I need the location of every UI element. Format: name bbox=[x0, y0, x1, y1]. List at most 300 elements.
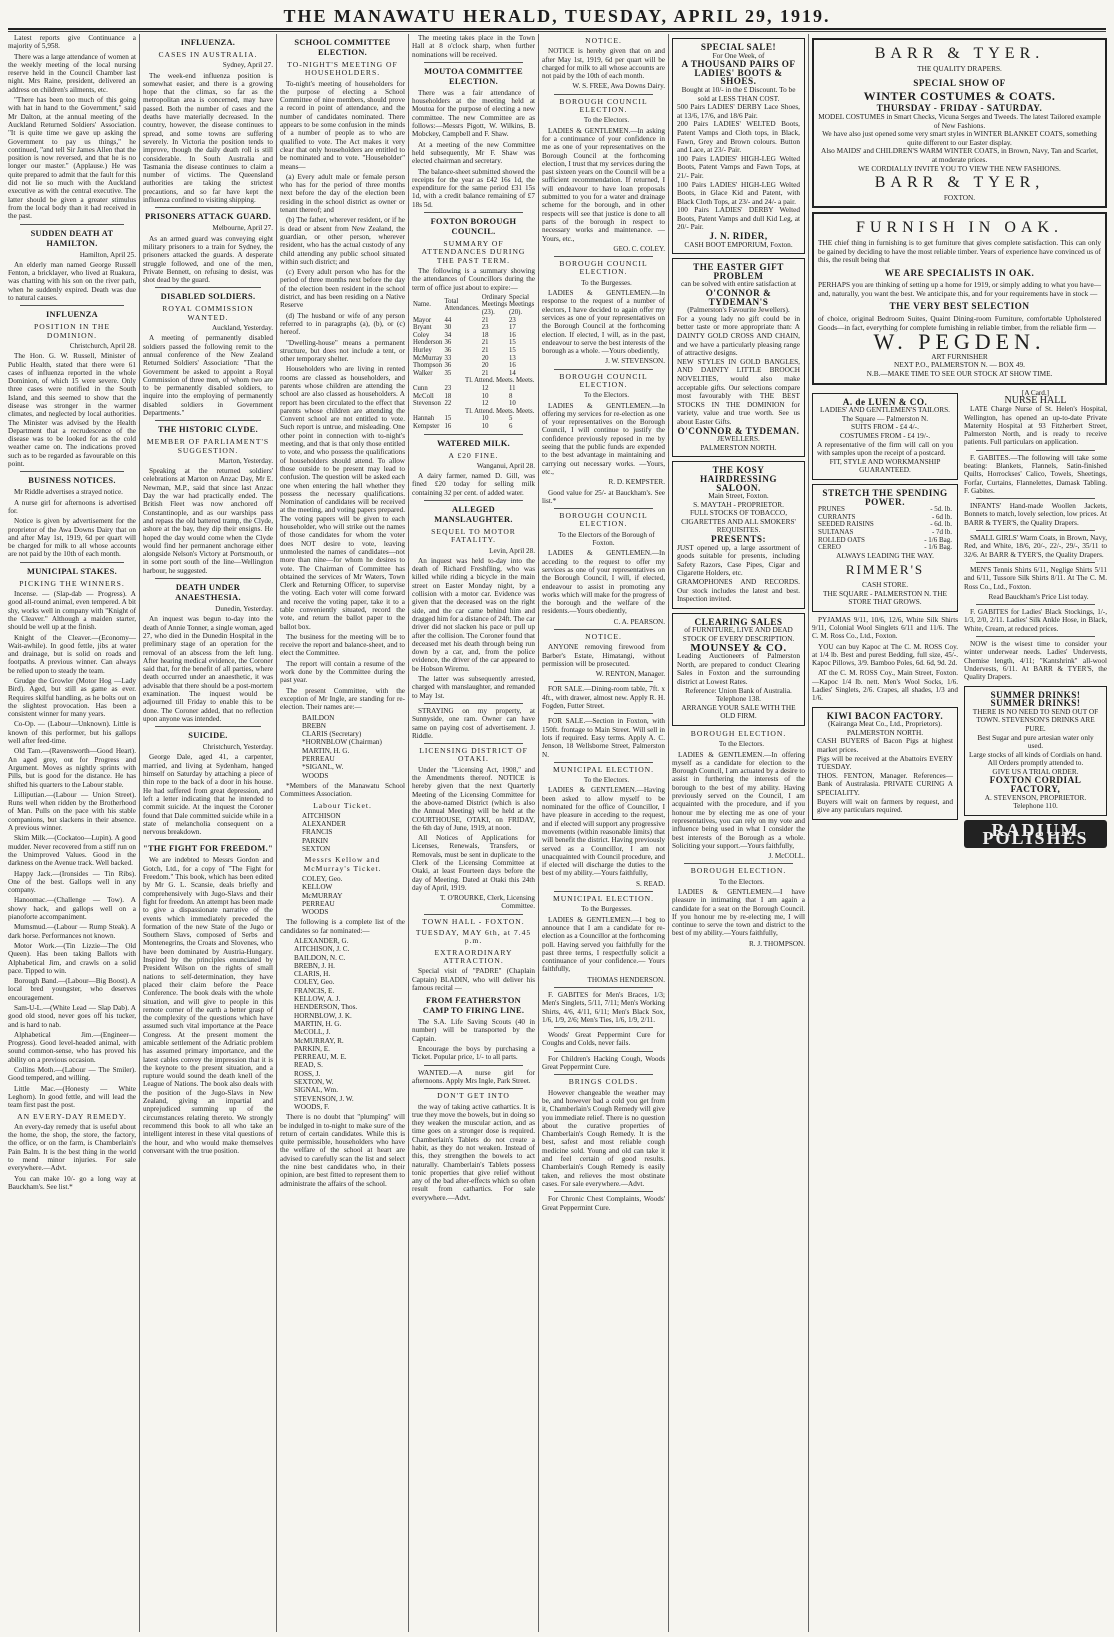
subheadline: AN EVERY-DAY REMEDY. bbox=[17, 1111, 127, 1121]
card-label: [A Card.] bbox=[1021, 388, 1050, 397]
paragraph: LATE Charge Nurse of St. Helen's Hospital, Wellington, has opened an up-to-date Private Maternity Hospital at 93 Fitzherbert Street, Palmerston North, and is ready to receive patients. Full particulars on application. bbox=[964, 405, 1107, 447]
paragraph: A nurse girl for afternoons is advertised for. bbox=[8, 498, 136, 515]
de-luen-ad bbox=[812, 393, 958, 480]
headline: INFLUENZA. bbox=[180, 38, 236, 47]
ad-title: SPECIAL SHOW OF bbox=[913, 78, 1006, 89]
table-row: Stevenson 22 12 10 bbox=[413, 400, 516, 408]
nominated-list: ALEXANDER, G. AITCHISON, J. C. BAILDON, N. C. BREBN, J. H. CLARIS, H. COLEY, Geo. FRANCIS, E. KELLOW, A. J. HENDERSON, Thos. HORNBLOW, J. K. MARTIN, H. G. McCOLL, J. McMURRAY, R. PARKIN, E. PERREAU, M. E. READ, S. ROSS, J. SEXTON, W. SIGNAL, Wm. STEVENSON, J. W. WOODS, F. bbox=[294, 936, 358, 1111]
ad-title: J. N. RIDER, bbox=[709, 231, 768, 242]
headline: SCHOOL COMMITTEE ELECTION. bbox=[294, 38, 391, 57]
ad-text: MODEL COSTUMES in Smart Checks, Vicuna Serges and Tweeds. The latest Tailored example of New Fashions. bbox=[818, 111, 1101, 130]
column-divider bbox=[408, 34, 409, 1632]
paragraph: Old Tam.—(Ravensworth—Good Heart). An aged grey, out for Progress and Argument. Moves as nightly sprints with Pills, but is good for the distance. He has shifted his quarters to the Labour stable. bbox=[8, 747, 136, 789]
price-table bbox=[817, 506, 953, 552]
ad-title: RIMMER'S bbox=[845, 562, 925, 578]
ad-text: Buyers will wait on farmers by request, and give any particulars required. bbox=[817, 796, 953, 815]
subheadline: PICKING THE WINNERS. bbox=[19, 578, 125, 588]
column-7 bbox=[812, 34, 1107, 1632]
masthead-rule bbox=[8, 28, 1106, 32]
dateline: Melbourne, April 27. bbox=[212, 224, 273, 233]
ad-text: Main Street, Foxton. bbox=[708, 491, 769, 501]
subheadline: MEMBER OF PARLIAMENT'S SUGGESTION. bbox=[146, 437, 270, 455]
headline: INFLUENZA bbox=[45, 310, 99, 320]
ad-text: PALMERSTON NORTH. bbox=[700, 442, 777, 452]
headline: PRISONERS ATTACK GUARD. bbox=[145, 212, 271, 222]
ad-text: FULL STOCKS OF TOBACCO, CIGARETTES AND ALL SMOKERS' REQUISITES. bbox=[681, 508, 796, 535]
subheadline: NOTICE. bbox=[585, 36, 622, 45]
labour-list: AITCHISON ALEXANDER FRANCIS PARKIN SEXTON bbox=[302, 811, 346, 854]
ad-title: WINTER COSTUMES & COATS. bbox=[863, 88, 1056, 103]
paragraph: FOR SALE.—Dining-room table, 7ft. x 4ft., with drawer, almost new. Apply R. H. Fogden, Futter Street. bbox=[542, 685, 665, 711]
paragraph: "There has been too much of this going with hat in hand to the Government," said Mr Dalton, at the annual meeting of the Auckland Returned Soldiers' Association. "It is quite time we gave up asking the Government to pay us things," he continued, "and tell Sir James Allen that the position is now reversed, and that he is no longer our master." (Applause.) He was quite prepared to admit that the fault for this did not lie so much with the Auckland executive as with the central executive. The latter should be given a greater stimulus from the local body than it had received in the past. bbox=[8, 96, 136, 221]
paragraph: We are indebted to Messrs Gordon and Gotch, Ltd., for a copy of "The Fight for Freedom." This book, which has been edited by Mr G. L. Scansie, deals briefly and comprehensively with Jugo-Slavs and their fight for freedom. An attempt has been made to give a dispassionate narrative of the events which immediately preceded the formation of the new State of the Jugo or Southern Slavs, composed of Serbs and Montenegrins, the Croats and Slovenes, who have been dominated by Austria-Hungary. Inspired by the principles enunciated by President Wilson on the rights of small nations to self-determination, they have placed their claim before the Peace Conference. The book deals with the whole situation, and will give to people in this remote corner of the earth a better grasp of the complexity of the questions which have assumed such vital importance at the Peace Congress. At the present moment the amicable settlement of the Adriatic problem has assumed primary importance, and the latest cables convey the impression that it is the keynote to the present situation, and a rupture would sound the death knell of the League of Nations. The book also deals with the position of the Jugo-Slavs in New Zealand, giving an impartial and unprejudiced summing up of the circumstances relating thereto. We strongly recommend this book to all who take an intelligent interest in these vital questions of the hour, and who would make themselves conversant with the true position. bbox=[143, 856, 273, 1155]
table-row: Hannah 15 10 5 bbox=[413, 415, 513, 423]
ad-title: THE EASTER GIFT PROBLEM bbox=[693, 262, 784, 281]
paragraph: Notice is given by advertisement for the proprietor of the Awa Downs Dairy that on and after May 1st, 1919, 6d per quart will be charged for milk to all whose accounts are not paid by the 10th of each month. bbox=[8, 517, 136, 559]
subheadline: LICENSING DISTRICT OF OTAKI. bbox=[419, 746, 528, 764]
ad-text: Leading Auctioneers of Palmerston North, are prepared to conduct Clearing Sales in Foxton and the surrounding district at Lowest Rates. bbox=[677, 651, 800, 686]
dateline: Wanganui, April 28. bbox=[476, 461, 535, 470]
ad-text: All Orders promptly attended to. bbox=[987, 758, 1084, 768]
barr-tyer-ad bbox=[812, 38, 1107, 208]
table-note: Tl. Attend. Meets. Meets. bbox=[465, 407, 535, 415]
paragraph: Special visit of "PADRE" (Chaplain Captain) BLADIN, who will deliver his famous recital — bbox=[412, 967, 535, 992]
salutation: To the Electors. bbox=[718, 877, 765, 886]
paragraph: LADIES & GENTLEMEN.—In offering myself as a candidate for election to the Borough Council, I am actuated by a desire to assist in furthering the interests of the borough to the best of my ability. Having previously served on the Council, I am acquainted with the procedure, and if you honour me by electing me as one of your representatives, you can rely on my vote and influence being used in what I consider the best interests of the Borough as a whole. Soliciting your support.—Yours faithfully, bbox=[672, 750, 805, 850]
headline: DEATH UNDER ANAESTHESIA. bbox=[175, 583, 241, 603]
dateline: Marton, Yesterday. bbox=[218, 456, 273, 465]
paragraph: INFANTS' Hand-made Woollen Jackets, Bonnets to match, lovely selection, low prices. At BARR & TYER'S, the Quality Drapers. bbox=[964, 502, 1107, 527]
ad-title: STRETCH THE SPENDING POWER. bbox=[822, 487, 948, 507]
table-row: Coley 34 18 16 bbox=[413, 331, 516, 339]
paragraph: Alphabetical Jim.—(Engineer—Progress). Good level-headed animal, with sound common-sense, who has proved his ability on a previous occasion. bbox=[8, 1030, 136, 1064]
ad-text: can be solved with entire satisfaction at bbox=[680, 279, 797, 289]
ad-pair bbox=[812, 389, 1107, 849]
ad-text: Also MAIDS' and CHILDREN'S WARM WINTER COATS, in Brown, Navy, Tan and Scarlet, at moderate prices. bbox=[821, 146, 1098, 164]
paragraph: Mumsmud.—(Labour — Rump Steak). A dark horse. Performances not known. bbox=[8, 923, 136, 940]
dateline: Dunedin, Yesterday. bbox=[215, 605, 273, 614]
ad-text: GIVE US A TRIAL ORDER. bbox=[992, 766, 1079, 776]
ad-text: THE SQUARE - PALMERSTON N. THE STORE THAT GROWS. bbox=[823, 588, 947, 607]
table-row: McColl 18 10 8 bbox=[413, 392, 513, 400]
ad-text: THOS. FENTON, Manager. References—Bank of Australasia. PRIVATE CURING A SPECIALITY. bbox=[817, 770, 953, 797]
paragraph: MEN'S Tennis Shirts 6/11, Neglige Shirts 5/11 and 6/11, Tussore Silk Shirts 8/11. At The C. M. Ross Co., Ltd., Foxton. bbox=[964, 565, 1107, 591]
salutation: To the Electors of the Borough of Foxton. bbox=[558, 530, 655, 548]
table-row: PRUNES - 5d. lb. bbox=[818, 505, 952, 514]
paragraph: The Hon. G. W. Russell, Minister of Public Health, stated that there were 61 cases of influenza reported in the whole Dominion, of which 15 were severe. Only three cases were notified in the South Island, and this seemed to show that the disease was stronger in the warmer climates, and neglected by local authorities. The Minister was advised by the Health Department that a recrudescence of the disease was to be looked for as the cold weather came on. The indications proved such as to be regarded as favourable on this point. bbox=[8, 352, 136, 469]
subheadline: POSITION IN THE DOMINION. bbox=[33, 322, 111, 340]
special-sale-ad bbox=[672, 38, 805, 254]
headline: FOXTON BOROUGH COUNCIL. bbox=[430, 217, 517, 237]
paragraph: A meeting of permanently disabled soldiers passed the following remit to the annual conference of the New Zealand Returned Soldiers' Association: "That the Government be asked to appoint a Royal Commission of three men, of whom two are to be permanently disabled soldiers, to inquire into the employing of permanently disabled soldiers in Government Departments." bbox=[143, 334, 273, 417]
paragraph: To-night's meeting of householders for the purpose of electing a School Committee of nine members, should prove a record in point of attendance, and the number of candidates nominated. There appears to be some confusion in the minds of a number of people as to who are qualified to vote. The Act makes it very clear that only householders are entitled to be nominated and to vote. "Householder" means— bbox=[280, 79, 405, 171]
column-1 bbox=[8, 34, 136, 1632]
paragraph: Hanoomac.—(Challenge — Tow). A showy hack, and gallops well on a pianoforte accompaniment. bbox=[8, 896, 136, 922]
subheadline: BOROUGH COUNCIL ELECTION. bbox=[559, 259, 648, 277]
ad-title: FURNISH IN OAK. bbox=[855, 219, 1063, 237]
ad-title: PRESENTS: bbox=[710, 534, 767, 545]
ad-text: S. MAYTAH - PROPRIETOR. bbox=[693, 499, 784, 509]
dateline: Levin, April 28. bbox=[489, 546, 535, 555]
paragraph: FOR SALE.—Section in Foxton, with 150ft. frontage to Main Street. Will sell in lots if required. Easy terms. Apply A. C. Jenson, 18 Wellsborne Street, Palmerston N. bbox=[542, 717, 665, 759]
ad-title: O'CONNOR & TYDEMAN'S bbox=[705, 288, 772, 307]
salutation: To the Burgesses. bbox=[581, 278, 632, 287]
paragraph: WANTED.—A nurse girl for afternoons. Apply Mrs Ingle, Park Street. bbox=[412, 1068, 535, 1085]
ad-title: THE KOSY HAIRDRESSING SALOON. bbox=[700, 465, 777, 493]
ad-text: ARRANGE YOUR SALE WITH THE OLD FIRM. bbox=[681, 702, 796, 721]
paragraph: George Dale, aged 41, a carpenter, married, and living at Sydenham, hanged himself on Saturday by attaching a piece of thin rope to the back of a door in his house. He had suffered from great depression, and left a letter indicating that he intended to commit suicide. At the inquest the Coroner found that Dale committed suicide while in a state of melancholia consequent on a nervous breakdown. bbox=[143, 753, 273, 837]
ad-text: 100 Pairs LADIES' HIGH-LEG Welted Boots, in Glace Kid and Patent, with Black Cloth Tops, at 23/- and 24/- a pair. bbox=[677, 179, 800, 206]
ad-text: Reference: Union Bank of Australia. bbox=[685, 685, 792, 695]
table-header: Total Attendances. bbox=[444, 297, 480, 313]
paragraph: *Members of the Manawatu School Committees Association. bbox=[280, 781, 405, 799]
paragraph: The business for the meeting will be to receive the report and balance-sheet, and to elect the Committee. bbox=[280, 632, 405, 658]
paragraph: (a) Every adult male or female person who has for the period of three months next before the day of the election been residing in the school district as owner or tenant thereof; and bbox=[280, 172, 405, 215]
paragraph: LADIES & GENTLEMEN.—In asking for a continuance of your confidence in me as one of your representatives on the Borough Council at the forthcoming election, I trust that my services during the past sixteen years on the Council will be a sufficient recommendation. If returned, I will endeavour to have loan proposals submitted to you for a water and drainage scheme for the borough, and in other respects will see that justice is done to all parts of the borough in respect to necessary works and maintenance. —Yours, etc., bbox=[542, 126, 665, 243]
column-2 bbox=[143, 34, 273, 1632]
column-divider bbox=[276, 34, 277, 1632]
subheadline: MUNICIPAL ELECTION. bbox=[552, 764, 655, 774]
paragraph: An inquest was begun to-day into the death of Annie Tonner, a single woman, aged 27, who died in the Dunedin Hospital in the preliminary stage of an operation for the removal of an abscess from the left lung. After hearing medical evidence, the Coroner said that, for the benefit of all parties, where death occurred under an anaesthetic, it was advisable that there should be a post-mortem examination. The inquest would be adjourned till Friday to enable this to be done. The Coroner added, that no reflection upon anyone was intended. bbox=[143, 615, 273, 723]
paragraph: Incense. — (Slap-dab — Progress). A good all-round animal, even tempered. A bit shy, works well in company with "Knight of the Cleaver." Although a maiden starter, should be well up at the finish. bbox=[8, 590, 136, 632]
ad-text: NEW STYLES IN GOLD BANGLES, AND DAINTY LITTLE BROOCH NOVELTIES, would also make acceptable gifts. Our selections compare most favourably with THE BEST STOCKS IN THE DOMINION for variety, value and true worth. See us about Easter Gifts. bbox=[677, 356, 800, 426]
subheadline: MUNICIPAL ELECTION. bbox=[552, 894, 655, 904]
subheadline: DON'T GET INTO bbox=[437, 1091, 510, 1101]
subheadline: SUMMARY OF ATTENDANCES DURING THE PAST TERM. bbox=[421, 239, 526, 265]
paragraph: As an armed guard was conveying eight military prisoners to a train for Sydney, the prisoners attacked the guards. A desperate struggle followed, and one of the men, Private Bennett, on refusing to desist, was shot dead by the guard. bbox=[143, 234, 273, 285]
salutation: To the Burgesses. bbox=[581, 905, 632, 914]
paragraph: ANYONE removing firewood from Barber's Estate, Himatangi, without permission will be prosecuted. bbox=[542, 643, 665, 668]
paragraph: LADIES & GENTLEMEN.—In offering my services for re-election as one of your representatives on the Borough Council, I will continue to justify the confidence previously reposed in me by seeing that the public funds are expended to the best advantage in maintaining and carrying out necessary works. —Yours, etc., bbox=[542, 401, 665, 476]
kellow-list: COLEY, Geo. KELLOW McMURRAY PERREAU WOODS bbox=[302, 874, 343, 917]
signature: S. READ. bbox=[636, 879, 665, 888]
column-divider bbox=[668, 34, 669, 1632]
paragraph: All Notices of Applications for Licenses, Renewals, Transfers, or Removals, must be sent in duplicate to the Clerk of the Licensing Committee at Otaki, at least Fourteen days before the day of Meeting. Dated at Otaki this 24th day of April, 1919. bbox=[412, 834, 535, 892]
table-row: SULTANAS - 7d lb. bbox=[818, 527, 952, 536]
ad-title: BARR & TYER. bbox=[874, 45, 1045, 62]
paragraph: For Chronic Chest Complaints, Woods' Great Peppermint Cure. bbox=[542, 1195, 665, 1212]
paragraph: AT the C. M. ROSS Coy., Main Street, Foxton.—Kapoc 1/4 lb. nett. Men's Wool Socks, 1/6. Ladies' Singlets, 2/6. Crapes, all shades, 1/3 and 1/6. bbox=[812, 669, 958, 703]
paragraph: "Dwelling-house" means a permanent structure, but does not include a tent, or other temporary shelter. bbox=[280, 338, 405, 364]
subheadline: BOROUGH COUNCIL ELECTION. bbox=[559, 96, 648, 115]
ad-text: 100 Pairs LADIES' HIGH-LEG Welted Boots, Patent Vamps and Fawn Tops, at 21/- Pair. bbox=[677, 153, 800, 180]
column-4 bbox=[412, 34, 535, 1632]
ad-text: Bought at 10/- in the £ Discount. To be sold at LESS THAN COST. bbox=[681, 84, 796, 103]
table-row: Cunn 23 12 11 bbox=[413, 384, 516, 392]
subheadline: A £20 FINE. bbox=[448, 450, 499, 460]
paragraph: (d) The husband or wife of any person referred to in paragraphs (a), (b), or (c) hereof. bbox=[280, 311, 405, 337]
ad-text: 500 Pairs LADIES' DERBY Lace Shoes, at 13/6, 17/6, and 18/6 Pair. bbox=[677, 102, 800, 120]
signature: R. J. THOMPSON. bbox=[749, 939, 805, 948]
subheadline: Messrs Kellow and McMurray's Ticket. bbox=[303, 855, 382, 873]
paragraph: Speaking at the returned soldiers' celebrations at Marton on Anzac Day, Mr E. Newman, M.P., said that since last Anzac Day the war had practically ended. The British Fleet was now anchored off Constantinople, and as our warships pass and repass the old battered tramp, the Clyde, ashore at the bay, they dip their ensigns. He hoped the day would come when the Clyde would find her permanent anchorage either alongside Nelson's Victory at Portsmouth, or in some port south of the line—Wellington harbour, he suggested. bbox=[143, 467, 273, 575]
ad-text: FIT, STYLE AND WORKMANSHIP GUARANTEED. bbox=[829, 456, 941, 475]
stretch-ad bbox=[812, 484, 958, 612]
ad-title: A THOUSAND PAIRS OF LADIES' BOOTS & SHOES. bbox=[681, 59, 796, 87]
signature: C. A. PEARSON. bbox=[613, 617, 665, 626]
paragraph: Little Mac.—(Honesty — White Leghorn). In good fettle, and will lead the team first past the post. bbox=[8, 1084, 136, 1110]
ad-text: SUITS FROM - £4 4/-. bbox=[851, 422, 919, 432]
ad-text: The Square — Palmerston N. bbox=[841, 413, 929, 423]
signature: J. W. STEVENSON. bbox=[605, 357, 665, 366]
subheadline: BOROUGH ELECTION. bbox=[690, 866, 787, 876]
ad-text: CASH BUYERS of Bacon Pigs at highest market prices. bbox=[817, 736, 953, 755]
ad-title: KIWI BACON FACTORY. bbox=[826, 710, 944, 721]
subheadline: BOROUGH COUNCIL ELECTION. bbox=[559, 511, 648, 529]
subheadline: BRINGS COLDS. bbox=[568, 1077, 639, 1087]
paragraph: SMALL GIRLS' Warm Coats, in Brown, Navy, Red, and White, 18/6, 20/-, 22/-, 29/-, 35/11 to 32/6. At BARR & TYER'S, the Quality Drapers. bbox=[964, 534, 1107, 559]
headline: FROM FEATHERSTON CAMP TO FIRING LINE. bbox=[422, 996, 525, 1016]
dateline: Christchurch, Yesterday. bbox=[202, 743, 273, 752]
paragraph: The report will contain a resume of the work done by the Committee during the past year. bbox=[280, 659, 405, 685]
easter-gift-ad bbox=[672, 258, 805, 457]
hairdressing-ad bbox=[672, 461, 805, 609]
table-header: Special Meetings (20). bbox=[509, 293, 535, 317]
paragraph: The meeting takes place in the Town Hall at 8 o'clock sharp, when further nominations will be received. bbox=[412, 34, 535, 59]
masthead: THE MANAWATU HERALD, TUESDAY, APRIL 29, 1919. bbox=[283, 6, 831, 26]
headline: DISABLED SOLDIERS. bbox=[160, 292, 256, 302]
ad-text: WE CORDIALLY INVITE YOU TO VIEW THE NEW FASHIONS. bbox=[858, 163, 1061, 173]
subheadline: SEQUEL TO MOTOR FATALITY. bbox=[431, 527, 516, 545]
ad-text: (Kairanga Meat Co., Ltd., Proprietors). bbox=[827, 719, 943, 729]
table-row: Bryant 30 23 17 bbox=[413, 324, 516, 332]
ad-text: (Palmerston's Favourite Jewellers). bbox=[687, 305, 790, 315]
paragraph: Motor Work.—(Tin Lizzie—The Old Queen). Has been taking Ballots with Alphabetical Jim, and crawls on a solid pace. Tipped to win. bbox=[8, 941, 136, 975]
headline: BUSINESS NOTICES. bbox=[28, 476, 116, 486]
headline: SUICIDE. bbox=[188, 731, 228, 741]
table-row: McMurray 33 20 13 bbox=[413, 354, 516, 362]
ad-text: N.B.—MAKE TIME TO SEE OUR STOCK AT SHOW TIME. bbox=[866, 369, 1053, 379]
paragraph: Grudge the Growler (Motor Hog —Lady Bird). Aged, but still as game as ever. Requires skilful handling, as he bolts out on the slightest provocation. Has been a consistent winner for many years. bbox=[8, 677, 136, 719]
ad-text: ALWAYS LEADING THE WAY. bbox=[836, 550, 934, 560]
column-6 bbox=[672, 34, 805, 1632]
ad-title: CLEARING SALES bbox=[694, 616, 783, 627]
signature: T. O'ROURKE, Clerk, Licensing Committee. bbox=[440, 894, 535, 911]
subheadline: CASES IN AUSTRALIA. bbox=[158, 50, 258, 59]
table-row: Kempster 16 10 6 bbox=[413, 422, 513, 430]
furnish-in-oak-ad bbox=[812, 212, 1107, 384]
paragraph: The balance-sheet submitted showed the receipts for the year as £42 16s 1d, the expenditure for the same period £31 15s 1d, with a credit balance remaining of £7 18s 5d. bbox=[412, 167, 535, 209]
headline: THE HISTORIC CLYDE. bbox=[158, 425, 258, 435]
ad-text: NEXT P.O., PALMERSTON N. — BOX 49. bbox=[893, 360, 1026, 370]
headline: SUDDEN DEATH AT HAMILTON. bbox=[30, 228, 114, 248]
paragraph: Read Bauckham's Price List today. bbox=[988, 592, 1089, 601]
ad-text: CASH STORE. bbox=[861, 579, 909, 589]
ad-title: MOUNSEY & CO. bbox=[690, 641, 787, 654]
table-row: Henderson 36 21 15 bbox=[413, 339, 516, 347]
headline: "THE FIGHT FOR FREEDOM." bbox=[143, 844, 273, 854]
ad-text: FOXTON. bbox=[943, 192, 976, 202]
ad-text: Best Sugar and pure artesian water only used. bbox=[977, 732, 1094, 751]
subheadline: NOTICE. bbox=[585, 632, 622, 641]
headline: MOUTOA COMMITTEE ELECTION. bbox=[424, 66, 523, 86]
paragraph: NOW is the wisest time to consider your winter underwear needs. Ladies' Undervests, Chemise length, 4/11; "Kantshrink" all-wool Undervests, 6/11. At BARR & TYER'S, the Quality Drapers. bbox=[964, 640, 1107, 682]
paragraph: For Children's Hacking Cough, Woods Great Peppermint Cure. bbox=[542, 1054, 665, 1072]
ad-title: SPECIAL SALE! bbox=[700, 42, 777, 52]
ad-text: of choice, original Bedroom Suites, Quaint Dining-room Furniture, comfortable Upholstered Goods—in fact, everything for complete furnishing in reliable timber, from the reliable firm — bbox=[818, 314, 1101, 332]
paragraph: LADIES & GENTLEMEN.—I beg to announce that I am a candidate for re-election as a Councillor at the forthcoming poll. Having served you faithfully for the past three terms, I respectfully solicit a continuance of your confidence.— Yours faithfully, bbox=[542, 915, 665, 974]
paragraph: F. GABITES for Men's Braces, 1/3; Men's Singlets, 5/11, 7/11; Men's Working Shirts, 4/6, 4/11, 6/11; Men's Black Sox, 1/6, 1/9, 2/6; Men's Ties, 1/6, 1/9, 2/11. bbox=[542, 990, 665, 1024]
ad-text: GRAMOPHONES AND RECORDS. Our stock includes the latest and best. Inspection invited. bbox=[677, 577, 800, 604]
column-divider bbox=[139, 34, 140, 1632]
ad-text: THE chief thing in furnishing is to get furniture that gives complete satisfaction. This can only be gained by deciding to have the most reliable timber. Years of experience have convinced us of this, the result being that bbox=[818, 237, 1101, 265]
kiwi-bacon-ad bbox=[812, 707, 958, 820]
paragraph: F. GABITES for Ladies' Black Stockings, 1/-, 1/3, 2/0, 2/11. Ladies' Silk Ankle Hose, in Black, White, Cream, at reduced prices. bbox=[964, 608, 1107, 633]
ad-title: WE ARE SPECIALISTS IN OAK. bbox=[884, 267, 1035, 278]
committee-list: BAILDON BREBN CLARIS (Secretary) *HORNBLOW (Chairman) MARTIN, H. G. PERREAU *SIGANL, W. WOODS bbox=[302, 713, 382, 780]
paragraph: Under the "Licensing Act, 1908," and the Amendments thereof. NOTICE is hereby given that the next Quarterly Meeting of the Licensing Committee for the above-named District (which is also the Annual Meeting) will be held at the COURTHOUSE, OTAKI, on FRIDAY, the 6th day of June, 1919, at noon. bbox=[412, 765, 535, 832]
paragraph: You can make 10/- go a long way at Bauckham's. See list.* bbox=[8, 1174, 136, 1191]
paragraph: Mr Riddle advertises a strayed notice. bbox=[14, 488, 123, 497]
table-row: CEREO - 1/6 Bag. bbox=[818, 543, 952, 552]
paragraph: Latest reports give Continuance a majority of 5,958. bbox=[8, 34, 136, 51]
headline: WATERED MILK. bbox=[436, 438, 511, 448]
paragraph: The present Committee, with the exception of Mr Ingle, are standing for re-election. Their names are:— bbox=[280, 686, 405, 712]
table-note: Tl. Attend. Meets. Meets. bbox=[465, 377, 535, 385]
ad-title: BARR & TYER, bbox=[874, 174, 1045, 192]
signature: W. S. FREE, Awa Downs Dairy. bbox=[572, 82, 665, 91]
ad-text: ART FURNISHER bbox=[931, 351, 988, 361]
paragraph: There is no doubt that "plumping" will be indulged in to-night to make sure of the return of certain candidates. While this is quite permissible, householders who have the welfare of the school at heart are advised to carefully scan the list and select the nine best candidates who, in their opinion, are best fitted to represent them to administrate the affairs of the school. bbox=[280, 1113, 405, 1188]
ad-text: LADIES' AND GENTLEMEN'S TAILORS. bbox=[819, 405, 950, 415]
ad-text: Telephone 138. bbox=[716, 694, 761, 704]
dateline: Auckland, Yesterday. bbox=[211, 324, 273, 333]
signature: THOMAS HENDERSON. bbox=[587, 975, 665, 984]
paragraph: PYJAMAS 9/11, 10/6, 12/6, White Silk Shirts 9/11, Colonial Wool Singlets 6/11 and 11/6. The C. M. Ross Co., Ltd., Foxton. bbox=[812, 615, 958, 641]
subheadline: ROYAL COMMISSION WANTED. bbox=[162, 304, 254, 322]
column-divider bbox=[538, 34, 539, 1632]
paragraph: Skim Milk.—(Cockatoo—Lupin). A good mudder. Never recovered from a stiff run on the Unimproved Values. Good in the darkness on the Avenue track. Well backed. bbox=[8, 834, 136, 868]
ad-text: 200 Pairs LADIES' WELTED Boots, Patent Vamps and Cloth tops, in Black, Fawn, Grey and Brown colours. Button and Lace, at 23/- Pair. bbox=[677, 119, 800, 155]
ad-text: of FURNITURE, LIVE AND DEAD STOCK OF EVERY DESCRIPTION. bbox=[682, 625, 795, 643]
paragraph: Co-Op. — (Labour—Unknown). Little is known of this performer, but his gallops well after feed-time. bbox=[8, 720, 136, 746]
ad-text: COSTUMES FROM - £4 19/-. bbox=[839, 431, 931, 440]
paragraph: Knight of the Cleaver.—(Economy—Wait-awhile). In good fettle, jibs at water and drainage, but is solid on roads and footpaths. A previous winner. Can always be relied upon to steady the team. bbox=[8, 633, 136, 675]
ad-text: For a young lady no gift could be in better taste or more appropriate than: A DAINTY GOLD CROSS AND CHAIN, and we have a particularly pleasing range of attractive designs. bbox=[677, 313, 800, 358]
column-3 bbox=[280, 34, 405, 1632]
paragraph: Sam-U-L.—(White Lead — Slap Dab). A good old stood, never goes off his tucker, and is hard to nab. bbox=[8, 1003, 136, 1029]
salutation: To the Electors. bbox=[583, 391, 630, 400]
table-row: Walker 35 21 14 bbox=[413, 369, 516, 377]
headline: ALLEGED MANSLAUGHTER. bbox=[434, 505, 513, 524]
paragraph: YOU can buy Kapoc at The C. M. ROSS Coy. at 1/4 lb. Best and purest Bedding, full size, 45/-. Kapoc Pillows, 3/9. Bamboo Poles, 6d. 6d, 9d. 2d. bbox=[812, 642, 958, 668]
paragraph: Happy Jack.—(Ironsides — Tin Ribs). One of the best. Gallops well in any company. bbox=[8, 869, 136, 895]
ad-subcolumn-left bbox=[812, 389, 958, 849]
paragraph: The latter was subsequently arrested, charged with manslaughter, and remanded to May 1st. bbox=[412, 675, 535, 700]
table-row: Hurley 36 21 15 bbox=[413, 346, 516, 354]
ad-text: THERE IS NO NEED TO SEND OUT OF TOWN. STEVENSON'S DRINKS ARE PURE. bbox=[972, 706, 1099, 733]
subheadline: TUESDAY, MAY 6th, at 7.45 p.m. bbox=[415, 928, 532, 946]
paragraph: Borough Band.—(Labour—Big Boost). A local bred youngster, who deserves encouragement. bbox=[8, 977, 136, 1002]
paragraph: The following is a summary showing the attendances of Councillors during the term of office just about to expire:— bbox=[412, 266, 535, 292]
ad-text: 100 Pairs LADIES' DERBY Welted Boots, Patent Vamps and dull Kid Leg, at 20/- Pair. bbox=[677, 205, 800, 232]
attendance-table bbox=[412, 294, 535, 431]
ad-text: A. STEVENSON, PROPRIETOR. Telephone 110. bbox=[984, 792, 1087, 811]
subheadline: BOROUGH COUNCIL ELECTION. bbox=[559, 371, 648, 389]
subheadline: BOROUGH ELECTION. bbox=[690, 728, 787, 738]
subheadline: TO-NIGHT'S MEETING OF HOUSEHOLDERS. bbox=[287, 60, 398, 78]
column-5 bbox=[542, 34, 665, 1632]
paragraph: Householders who are living in rented rooms are classed as householders, and parents whose children are attending the school are also classed as householders. A report has been circulated to the effect that parents whose children are attending the Convent school are not entitled to vote. Such report is untrue, and misleading. One other point in connection with to-night's meeting, and that is that only those entitled to vote, and who possess the qualifications of householders should attend. To allow those outside to be present may lead to confusion. The question will be asked each one when entering the hall whether they possess the necessary qualifications. Nomination of candidates will be received at the meeting, and voting papers prepared. The voting papers will be given to each householder, who will strike out the names of those candidates for whom the voter does NOT desire to vote, leaving unmolested the names of candidates—not more than nine—for whom he desires to vote. The Chairman of Committee has obtained the services of Mr Waters, Town Clerk and Returning Officer, to supervise the voting. Each voter will come forward and receive the voting paper, take it to a table conveniently situated, record the vote, and return the ballot paper to the ballot box. bbox=[280, 365, 405, 631]
ad-title: W. PEGDEN. bbox=[873, 329, 1046, 355]
salutation: To the Electors. bbox=[583, 776, 630, 785]
paragraph: The week-end influenza position is somewhat easier, and there is a growing hope that the climax, so far as the metropolitan area is concerned, may have passed. Both the number of cases and the deaths have materially decreased. In the country, however, the disease continues to spread, and some towns are suffering severely. In Victoria the position tends to improve, though the daily death roll is still considerable. In South Australia and Tasmania the disease continues to claim a number of victims. The Queensland authorities are taking the strictest precautions, and so far have kept the influenza confined to visiting shipping. bbox=[143, 71, 273, 205]
signature: W. RENTON, Manager. bbox=[595, 670, 665, 679]
ad-title: THE VERY BEST SELECTION bbox=[889, 301, 1030, 312]
paragraph: Encourage the boys by purchasing a Ticket. Popular price, 1/- to all parts. bbox=[412, 1045, 535, 1062]
paragraph: The S.A. Life Saving Scouts (40 in number) will be transported by the Captain. bbox=[412, 1018, 535, 1043]
paragraph: LADIES & GENTLEMEN.—I have pleasure in intimating that I am again a candidate for a seat on the Borough Council. If you honour me by re-electing me, I will continue to serve the town and district to the best of my ability.—Yours faithfully, bbox=[672, 887, 805, 938]
headline: MUNICIPAL STAKES. bbox=[27, 566, 117, 576]
ad-text: JUST opened up, a large assortment of goods suitable for presents, including Safety Razors, Case Pipes, Cigar and Cigarette Holders, etc. bbox=[677, 542, 800, 578]
clearing-sales-ad bbox=[672, 613, 805, 726]
signature: J. McCOLL. bbox=[768, 852, 805, 861]
table-row: Thompson 36 20 16 bbox=[413, 362, 516, 370]
radium-polishes-logo: RADIUM POLISHES bbox=[964, 820, 1107, 849]
paragraph: Woods' Great Peppermint Cure for Coughs and Colds, never fails. bbox=[542, 1031, 665, 1048]
dateline: Hamilton, April 25. bbox=[79, 250, 136, 259]
ad-text: CASH BOOT EMPORIUM, Foxton. bbox=[684, 239, 793, 249]
paragraph: the way of taking active cathartics. It is true they move the bowels, but in doing so they weaken the muscular action, and as time goes on a stronger dose is required. Chamberlain's Tablets do not create a habit, as they do not weaken. Instead of this, they strengthen the bowels to act naturally. Chamberlain's Tablets possess tonic properties that give relief without any of the bad after-effects which so often result from cathartics. For sale everywhere.—Advt. bbox=[412, 1102, 535, 1202]
paragraph: (b) The father, wherever resident, or if he is dead or absent from New Zealand, the guardian, or other person, wherever resident, who has the actual custody of any child attending any public school situated within such district; and bbox=[280, 216, 405, 266]
subheadline: TOWN HALL - FOXTON. bbox=[422, 916, 525, 926]
paragraph: There was a fair attendance of householders at the meeting held at Moutoa for the purpose of electing a new committee. The new Committee are as follows:—Messrs Pigott, W. Wilkins, B. Mobckey, Campbell and F. Shaw. bbox=[412, 88, 535, 139]
signature: GEO. C. COLEY. bbox=[613, 244, 665, 253]
ad-title: FOXTON CORDIAL FACTORY, bbox=[989, 775, 1082, 795]
ad-title: O'CONNOR & TYDEMAN. bbox=[677, 425, 800, 436]
ad-text: PALMERSTON NORTH. bbox=[846, 727, 924, 737]
salutation: To the Electors. bbox=[583, 116, 630, 125]
ad-text: For One Week, of bbox=[712, 50, 765, 60]
salutation: To the Electors. bbox=[718, 740, 765, 749]
ad-text: THE QUALITY DRAPERS. bbox=[917, 63, 1002, 73]
paragraph: The following is a complete list of the candidates so far nominated:— bbox=[280, 918, 405, 935]
paragraph: Collins Moth.—(Labour — The Smiler). Good tempered, and willing. bbox=[8, 1066, 136, 1083]
table-row: Mayor 44 21 23 bbox=[413, 316, 516, 324]
paragraph: A dairy farmer, named D. Gill, was fined £20 today for selling milk containing 32 per cent. of added water. bbox=[412, 472, 535, 497]
table-row: CURRANTS - 6d lb. bbox=[818, 512, 952, 521]
paragraph: LADIES & GENTLEMEN.—Having been asked to allow myself to be nominated for the office of Councillor, I have pleasure in acceding to the request, and if elected will support any progressive movements (within reasonable limits) that will benefit the district. Having previously served as a Councillor, I am not unacquainted with Council procedure, and if elected will discharge the duties to the best of my ability.—Yours faithfully, bbox=[542, 786, 665, 878]
paragraph: (c) Every adult person who has for the period of three months next before the day of the election been resident in the school district, and has been residing on a Native Reserve bbox=[280, 268, 405, 310]
ad-title: SUMMER DRINKS! SUMMER DRINKS! bbox=[990, 689, 1081, 709]
table-row: SEEDED RAISINS - 6d. lb. bbox=[818, 520, 952, 529]
table-row: ROLLED OATS - 1/6 Bag. bbox=[818, 535, 952, 544]
ad-text: Large stocks of all kinds of Cordials on hand. bbox=[969, 749, 1103, 759]
paragraph: An elderly man named George Russell Fenton, a bricklayer, who lived at Ruakura, was chatting with his son on the river path, when he suddenly expired. Death was due to natural causes. bbox=[8, 260, 136, 303]
paragraph: At a meeting of the new Committee held subsequently, Mr F. Shaw was elected chairman and secretary. bbox=[412, 140, 535, 166]
paragraph: LADIES & GENTLEMEN.—In acceding to the request to offer my services as one of your representatives on the Borough Council, I will, if elected, endeavour to assist in promoting any works which will make for the progress of the borough and the welfare of the residents.—Yours obediently, bbox=[542, 549, 665, 616]
paragraph: F. GABITES.—The following will take some beating: Blankets, Flannels, Satin-finished Quilts, Horrockses' Calico, Towels, Sheetings, Forfar, Curtains, Flannelettes, Damask Tabling. F. Gabites. bbox=[964, 453, 1107, 495]
paragraph: NOTICE is hereby given that on and after May 1st, 1919, 6d per quart will be charged for milk to all whose accounts are not paid by the 10th of each month. bbox=[542, 47, 665, 81]
dateline: Sydney, April 27. bbox=[222, 61, 273, 70]
dateline: Christchurch, April 28. bbox=[69, 341, 136, 350]
ad-subcolumn-right bbox=[964, 389, 1107, 849]
ad-text: Pigs will be received at the Abattoirs EVERY TUESDAY. bbox=[817, 753, 953, 772]
ad-text: JEWELLERS. bbox=[717, 434, 760, 444]
subheadline: Labour Ticket. bbox=[313, 800, 372, 810]
ad-text: PERHAPS you are thinking of setting up a home for 1919, or simply adding to what you have—and, naturally, you want the best. We anticipate this, and for your requirements have in stock — bbox=[818, 280, 1101, 298]
paragraph: Good value for 25/- at Bauckham's. See list.* bbox=[542, 488, 665, 505]
paragraph: LADIES & GENTLEMEN.—In response to the request of a number of electors, I have decided to again offer my services as one of your representatives on the Borough Council at the forthcoming election. If elected, I will, as in the past, endeavour to serve the best interests of the borough as a whole. —Yours obediently, bbox=[542, 289, 665, 356]
ad-title: THURSDAY - FRIDAY - SATURDAY. bbox=[876, 103, 1043, 114]
table-header: Ordinary Meetings (23). bbox=[481, 293, 508, 317]
paragraph: There was a large attendance of women at the weekly meeting of the local nursing reserve held in the Council Chamber last night. Mrs Raine, president, delivered an address on children's ailments, etc. bbox=[8, 52, 136, 94]
signature: R. D. KEMPSTER. bbox=[608, 478, 665, 487]
paragraph: An inquest was held to-day into the death of Richard Freshfling, who was killed while riding a bicycle in the main street on Easter Monday night, by a collision with a motor car. Evidence was given that the deceased was on the right side, and the car came behind him and dragged him for a distance of 24ft. The car driver did not slacken his pace or pull up after the collision. The Coroner found that deceased met his death through being run down by a car, and, from the police evidence, the driver of the car appeared to be Hobson Wiremu. bbox=[412, 556, 535, 673]
summer-drinks-ad bbox=[964, 686, 1107, 816]
ad-text: A representative of the firm will call on you with samples upon the receipt of a postcard. bbox=[817, 439, 953, 458]
subheadline: EXTRAORDINARY ATTRACTION. bbox=[434, 947, 513, 965]
